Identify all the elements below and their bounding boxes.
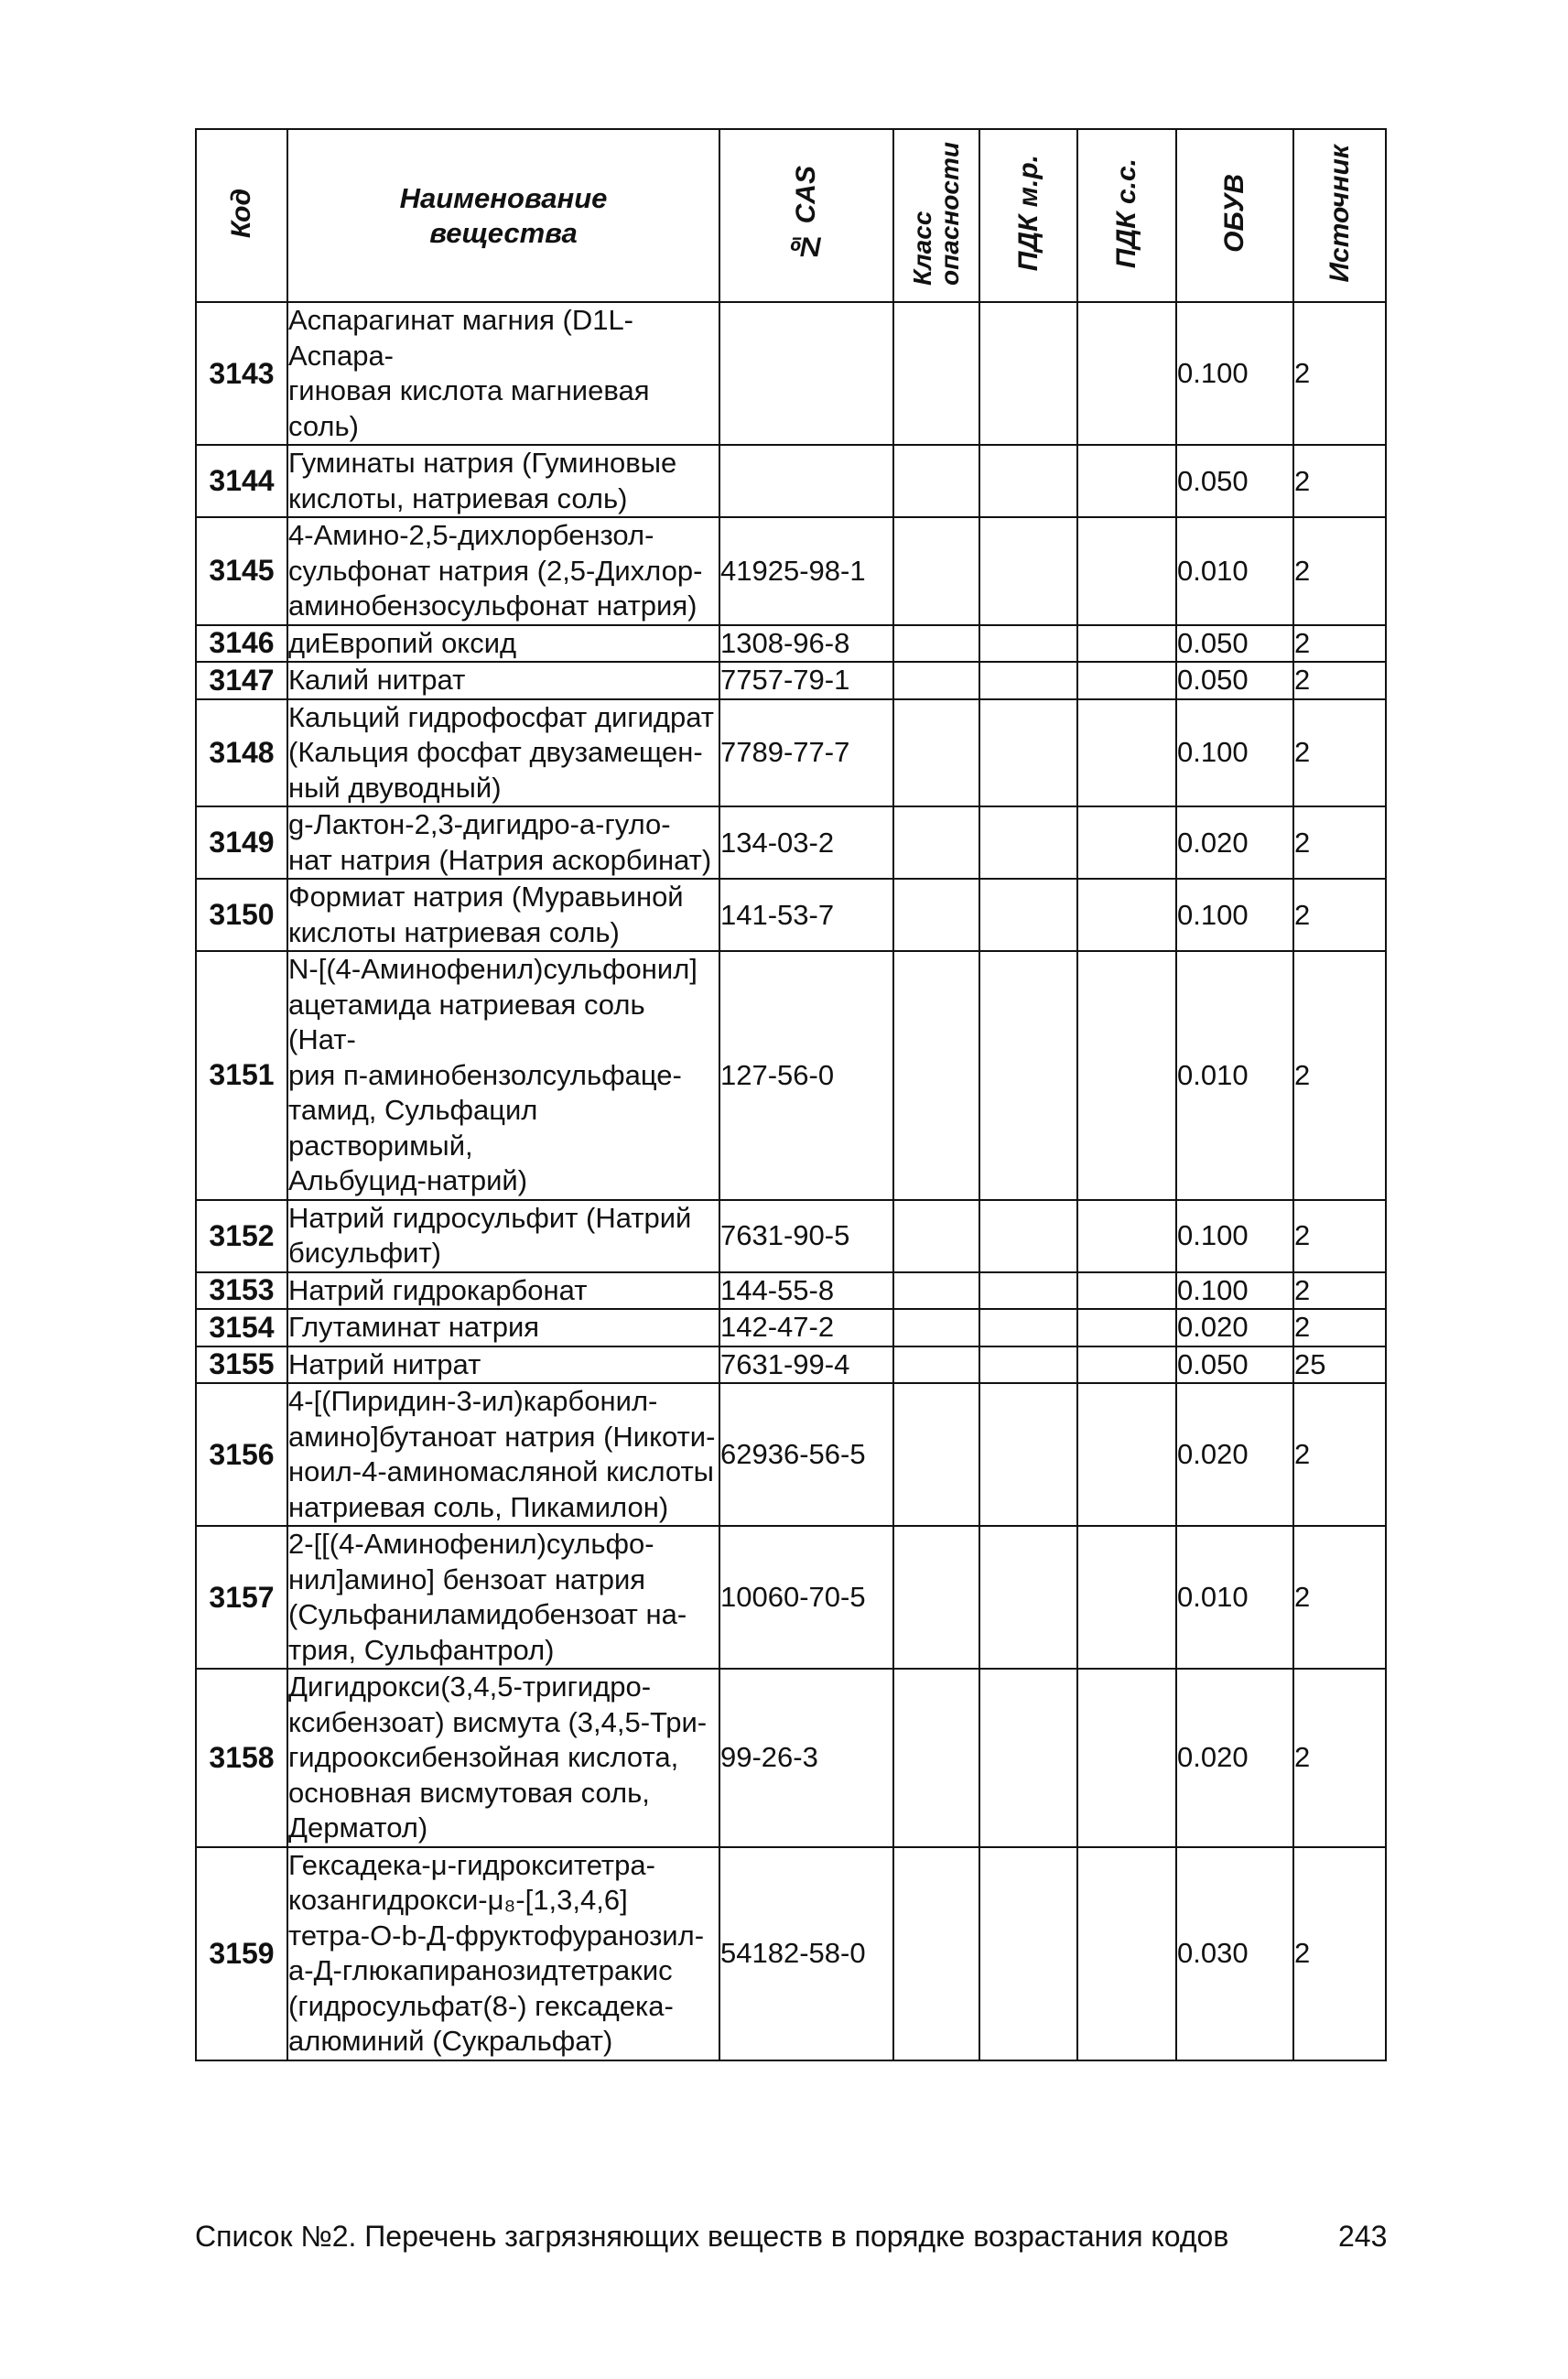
cell-cas: 7631-99-4: [719, 1346, 893, 1384]
name-line: натриевая соль, Пикамилон): [288, 1490, 669, 1523]
cell-name: [287, 1200, 719, 1272]
cell-obuv: 0.010: [1176, 517, 1293, 625]
cell-code: 3150: [196, 879, 287, 951]
cell-source: 2: [1293, 806, 1386, 879]
cell-code: 3146: [196, 625, 287, 663]
cell-pdk-mr: [979, 806, 1077, 879]
header-cas: № CAS: [719, 129, 893, 302]
name-line: N-[(4-Аминофенил)сульфонил]: [288, 953, 697, 985]
cell-cas: 134-03-2: [719, 806, 893, 879]
table-row: [196, 1272, 1386, 1310]
header-pdk-mr: ПДК м.р.: [979, 129, 1077, 302]
name-line: Гуминаты натрия (Гуминовые: [288, 447, 677, 479]
cell-pdk-ss: [1077, 1526, 1176, 1669]
cell-obuv: 0.020: [1176, 1383, 1293, 1526]
cell-code: 3148: [196, 699, 287, 807]
cell-pdk-ss: [1077, 951, 1176, 1200]
cell-hazard-class: [893, 1309, 979, 1346]
cell-hazard-class: [893, 302, 979, 445]
cell-cas: 10060-70-5: [719, 1526, 893, 1669]
cell-pdk-mr: [979, 879, 1077, 951]
name-line: алюминий (Сукральфат): [288, 2025, 613, 2057]
cell-pdk-ss: [1077, 1272, 1176, 1310]
cell-pdk-mr: [979, 625, 1077, 663]
name-line: ный двуводный): [288, 771, 502, 804]
name-line: Кальций гидрофосфат дигидрат: [288, 700, 714, 733]
cell-code: 3153: [196, 1272, 287, 1310]
cell-cas: 62936-56-5: [719, 1383, 893, 1526]
name-line: гидрооксибензойная кислота,: [288, 1741, 679, 1773]
cell-name: [287, 1309, 719, 1346]
name-line: 4-Амино-2,5-дихлорбензол-: [288, 519, 654, 551]
cell-name: [287, 1272, 719, 1310]
cell-source: 2: [1293, 445, 1386, 517]
name-line: (гидросульфат(8-) гексадека-: [288, 1989, 674, 2022]
cell-cas: 7789-77-7: [719, 699, 893, 807]
table-row: [196, 1309, 1386, 1346]
cell-cas: 7631-90-5: [719, 1200, 893, 1272]
cell-name: [287, 806, 719, 879]
table-row: [196, 302, 1386, 445]
table-body: [196, 302, 1386, 2060]
cell-source: 2: [1293, 699, 1386, 807]
cell-code: 3144: [196, 445, 287, 517]
header-code: Код: [196, 129, 287, 302]
cell-code: 3145: [196, 517, 287, 625]
name-line: тетра-О-b-Д-фруктофуранозил-: [288, 1919, 705, 1952]
name-line: сульфонат натрия (2,5-Дихлор-: [288, 554, 703, 587]
cell-obuv: 0.020: [1176, 1309, 1293, 1346]
name-line: бисульфит): [288, 1237, 441, 1269]
cell-source: 2: [1293, 1309, 1386, 1346]
name-line: амино]бутаноат натрия (Никоти-: [288, 1420, 716, 1453]
header-name: Наименование вещества: [287, 129, 719, 302]
cell-pdk-ss: [1077, 1346, 1176, 1384]
cell-obuv: 0.050: [1176, 625, 1293, 663]
cell-name: [287, 1526, 719, 1669]
cell-obuv: 0.020: [1176, 1669, 1293, 1847]
name-line: Натрий гидросульфит (Натрий: [288, 1201, 692, 1234]
cell-name: [287, 1669, 719, 1847]
name-line: ноил-4-аминомасляной кислоты: [288, 1455, 714, 1487]
cell-pdk-mr: [979, 445, 1077, 517]
cell-pdk-mr: [979, 1309, 1077, 1346]
cell-code: 3156: [196, 1383, 287, 1526]
table-row: [196, 1526, 1386, 1669]
cell-obuv: 0.010: [1176, 1526, 1293, 1669]
cell-pdk-ss: [1077, 445, 1176, 517]
cell-source: 2: [1293, 1272, 1386, 1310]
cell-code: 3157: [196, 1526, 287, 1669]
cell-code: 3143: [196, 302, 287, 445]
cell-source: 2: [1293, 1383, 1386, 1526]
name-line: 4-[(Пиридин-3-ил)карбонил-: [288, 1385, 658, 1417]
name-line: Альбуцид-натрий): [288, 1164, 528, 1196]
name-line: аминобензосульфонат натрия): [288, 589, 697, 622]
name-line: Формиат натрия (Муравьиной: [288, 881, 684, 913]
name-line: кислоты, натриевая соль): [288, 481, 628, 514]
cell-hazard-class: [893, 699, 979, 807]
cell-source: 2: [1293, 625, 1386, 663]
cell-hazard-class: [893, 1526, 979, 1669]
table-row: [196, 662, 1386, 699]
cell-source: 2: [1293, 951, 1386, 1200]
table-row: [196, 1847, 1386, 2060]
table-row: [196, 517, 1386, 625]
cell-pdk-ss: [1077, 806, 1176, 879]
header-obuv: ОБУВ: [1176, 129, 1293, 302]
name-line: кислоты натриевая соль): [288, 915, 620, 948]
cell-pdk-ss: [1077, 1847, 1176, 2060]
cell-hazard-class: [893, 445, 979, 517]
cell-pdk-ss: [1077, 662, 1176, 699]
name-line: Дерматол): [288, 1811, 428, 1844]
name-line: тамид, Сульфацил растворимый,: [288, 1094, 538, 1162]
cell-name: [287, 517, 719, 625]
cell-pdk-mr: [979, 1383, 1077, 1526]
cell-pdk-ss: [1077, 1669, 1176, 1847]
name-line: Аспарагинат магния (D1L-Аспара-: [288, 304, 634, 372]
table-row: [196, 1200, 1386, 1272]
name-line: Дигидрокси(3,4,5-тригидро-: [288, 1671, 652, 1703]
cell-pdk-mr: [979, 951, 1077, 1200]
cell-hazard-class: [893, 1847, 979, 2060]
cell-obuv: 0.030: [1176, 1847, 1293, 2060]
cell-obuv: 0.100: [1176, 302, 1293, 445]
cell-obuv: 0.100: [1176, 699, 1293, 807]
cell-pdk-mr: [979, 1669, 1077, 1847]
cell-obuv: 0.020: [1176, 806, 1293, 879]
cell-hazard-class: [893, 662, 979, 699]
cell-cas: 7757-79-1: [719, 662, 893, 699]
name-line: козангидрокси-μ₈-[1,3,4,6]: [288, 1884, 628, 1916]
cell-code: 3152: [196, 1200, 287, 1272]
page-number: 243: [1338, 2220, 1388, 2253]
cell-cas: 41925-98-1: [719, 517, 893, 625]
cell-pdk-ss: [1077, 699, 1176, 807]
cell-pdk-ss: [1077, 302, 1176, 445]
cell-pdk-mr: [979, 1847, 1077, 2060]
name-line: (Сульфаниламидобензоат на-: [288, 1598, 687, 1630]
cell-obuv: 0.050: [1176, 662, 1293, 699]
name-line: Натрий нитрат: [288, 1347, 481, 1380]
cell-pdk-mr: [979, 517, 1077, 625]
cell-code: 3158: [196, 1669, 287, 1847]
cell-pdk-mr: [979, 699, 1077, 807]
cell-name: [287, 662, 719, 699]
name-line: Натрий гидрокарбонат: [288, 1273, 588, 1306]
cell-hazard-class: [893, 806, 979, 879]
name-line: g-Лактон-2,3-дигидро-а-гуло-: [288, 808, 671, 840]
cell-name: [287, 1383, 719, 1526]
table-row: [196, 806, 1386, 879]
cell-obuv: 0.050: [1176, 1346, 1293, 1384]
cell-pdk-mr: [979, 1526, 1077, 1669]
cell-cas: 141-53-7: [719, 879, 893, 951]
table-row: [196, 879, 1386, 951]
cell-source: 2: [1293, 1847, 1386, 2060]
cell-name: [287, 1847, 719, 2060]
cell-pdk-mr: [979, 1200, 1077, 1272]
cell-name: [287, 1346, 719, 1384]
cell-name: [287, 879, 719, 951]
name-line: нил]амино] бензоат натрия: [288, 1563, 646, 1595]
cell-cas: [719, 302, 893, 445]
cell-source: 2: [1293, 1669, 1386, 1847]
header-pdk-ss: ПДК с.с.: [1077, 129, 1176, 302]
cell-obuv: 0.100: [1176, 1200, 1293, 1272]
table-row: [196, 951, 1386, 1200]
cell-cas: 127-56-0: [719, 951, 893, 1200]
cell-pdk-ss: [1077, 1200, 1176, 1272]
cell-source: 2: [1293, 1200, 1386, 1272]
name-line: Глутаминат натрия: [288, 1311, 540, 1343]
name-line: а-Д-глюкапиранозидтетракис: [288, 1954, 673, 1986]
cell-pdk-ss: [1077, 1383, 1176, 1526]
name-line: основная висмутовая соль,: [288, 1776, 650, 1809]
cell-code: 3151: [196, 951, 287, 1200]
cell-pdk-ss: [1077, 1309, 1176, 1346]
cell-cas: 144-55-8: [719, 1272, 893, 1310]
cell-name: [287, 445, 719, 517]
cell-source: 2: [1293, 517, 1386, 625]
name-line: диЕвропий оксид: [288, 626, 517, 659]
cell-hazard-class: [893, 1200, 979, 1272]
table-row: [196, 1669, 1386, 1847]
table-row: [196, 1383, 1386, 1526]
cell-cas: 54182-58-0: [719, 1847, 893, 2060]
table-row: [196, 445, 1386, 517]
cell-obuv: 0.100: [1176, 879, 1293, 951]
cell-cas: [719, 445, 893, 517]
table-row: [196, 699, 1386, 807]
cell-pdk-ss: [1077, 879, 1176, 951]
cell-name: [287, 302, 719, 445]
name-line: ацетамида натриевая соль (Нат-: [288, 988, 645, 1055]
cell-pdk-mr: [979, 1346, 1077, 1384]
cell-pdk-mr: [979, 1272, 1077, 1310]
footer-caption: Список №2. Перечень загрязняющих веществ в порядке возрастания кодов: [195, 2220, 1229, 2253]
cell-cas: 99-26-3: [719, 1669, 893, 1847]
cell-source: 2: [1293, 302, 1386, 445]
cell-obuv: 0.100: [1176, 1272, 1293, 1310]
name-line: Гексадека-μ-гидрокситетра-: [288, 1848, 655, 1881]
name-line: рия п-аминобензолсульфаце-: [288, 1058, 682, 1091]
cell-cas: 1308-96-8: [719, 625, 893, 663]
cell-source: 2: [1293, 879, 1386, 951]
name-line: (Кальция фосфат двузамещен-: [288, 736, 703, 768]
header-hazard-class: Класс опасности: [893, 129, 979, 302]
cell-obuv: 0.010: [1176, 951, 1293, 1200]
substances-table: [195, 128, 1387, 2061]
name-line: трия, Сульфантрол): [288, 1633, 555, 1666]
cell-cas: 142-47-2: [719, 1309, 893, 1346]
name-line: 2-[[(4-Аминофенил)сульфо-: [288, 1528, 654, 1560]
cell-pdk-ss: [1077, 517, 1176, 625]
header-source: Источник: [1293, 129, 1386, 302]
cell-source: 25: [1293, 1346, 1386, 1384]
table-row: [196, 1346, 1386, 1384]
cell-pdk-ss: [1077, 625, 1176, 663]
cell-pdk-mr: [979, 662, 1077, 699]
cell-code: 3159: [196, 1847, 287, 2060]
name-line: нат натрия (Натрия аскорбинат): [288, 843, 712, 876]
cell-pdk-mr: [979, 302, 1077, 445]
cell-hazard-class: [893, 625, 979, 663]
table-row: [196, 625, 1386, 663]
cell-code: 3149: [196, 806, 287, 879]
cell-hazard-class: [893, 517, 979, 625]
cell-code: 3155: [196, 1346, 287, 1384]
cell-hazard-class: [893, 1383, 979, 1526]
cell-hazard-class: [893, 879, 979, 951]
cell-hazard-class: [893, 1669, 979, 1847]
cell-name: [287, 625, 719, 663]
cell-hazard-class: [893, 951, 979, 1200]
cell-hazard-class: [893, 1272, 979, 1310]
cell-source: 2: [1293, 662, 1386, 699]
cell-source: 2: [1293, 1526, 1386, 1669]
name-line: гиновая кислота магниевая соль): [288, 374, 650, 442]
name-line: ксибензоат) висмута (3,4,5-Три-: [288, 1705, 708, 1738]
cell-hazard-class: [893, 1346, 979, 1384]
cell-name: [287, 951, 719, 1200]
cell-name: [287, 699, 719, 807]
cell-code: 3154: [196, 1309, 287, 1346]
name-line: Калий нитрат: [288, 664, 466, 696]
cell-obuv: 0.050: [1176, 445, 1293, 517]
table-header: [196, 129, 1386, 302]
cell-code: 3147: [196, 662, 287, 699]
